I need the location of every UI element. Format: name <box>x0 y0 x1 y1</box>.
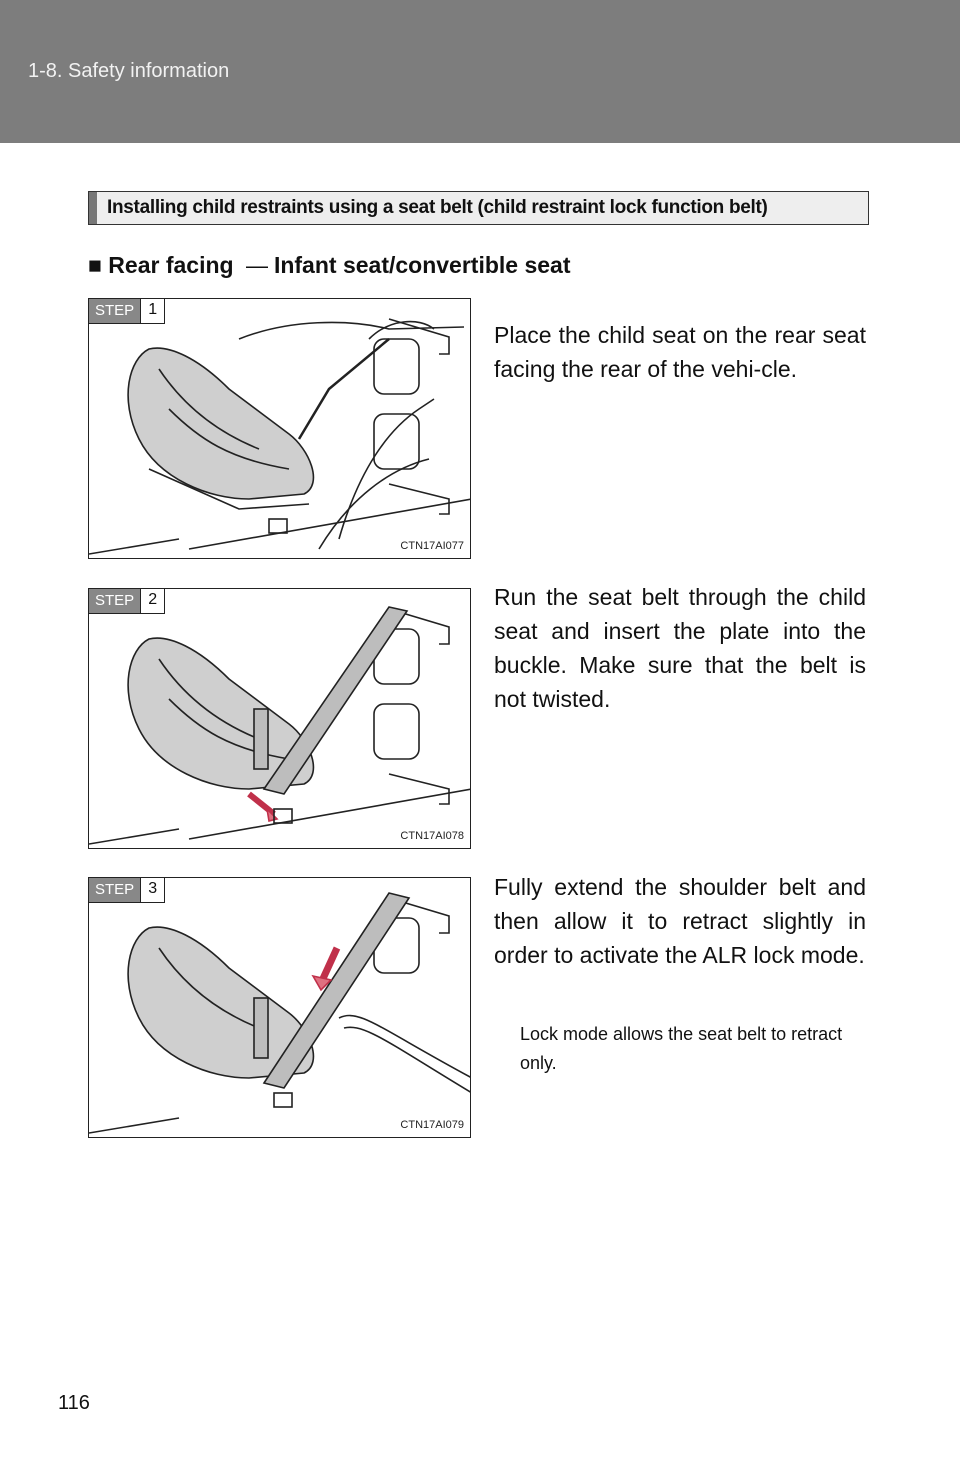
step-label: STEP <box>89 589 140 613</box>
step-1-text: Place the child seat on the rear seat facing the rear of the vehi-cle. <box>494 322 866 382</box>
step-number: 1 <box>140 299 164 323</box>
section-title: Installing child restraints using a seat belt (child restraint lock function belt) <box>107 197 768 218</box>
step-3-figure <box>88 877 471 1138</box>
page-header <box>0 0 960 143</box>
section-breadcrumb: 1-8. Safety information <box>28 60 230 82</box>
section-title-box <box>88 191 869 225</box>
step-2-figure <box>88 588 471 849</box>
subheading-right: Infant seat/convertible seat <box>273 252 571 278</box>
step-3-text: Fully extend the shoulder belt and then allow it to retract slightly in order to activate the ALR lock mode. <box>494 874 866 968</box>
square-bullet-icon: ■ <box>88 252 102 278</box>
subheading-left: Rear facing <box>108 252 234 278</box>
step-label: STEP <box>89 878 140 902</box>
infant-seat-illustration-1 <box>89 299 471 559</box>
subheading-dash: — <box>245 253 268 278</box>
subheading <box>88 252 571 279</box>
page-number: 116 <box>58 1392 90 1414</box>
figure-code: CTN17AI078 <box>400 830 464 842</box>
step-3-note: Lock mode allows the seat belt to retract only. <box>520 1024 843 1073</box>
step-label: STEP <box>89 299 140 323</box>
step-1-figure <box>88 298 471 559</box>
figure-code: CTN17AI079 <box>400 1119 464 1131</box>
step-2-text: Run the seat belt through the child seat and insert the plate into the buckle. Make sure that the belt is not twisted. <box>494 584 866 712</box>
step-1-tag <box>89 299 165 324</box>
infant-seat-illustration-2 <box>89 589 471 849</box>
step-2-tag <box>89 589 165 614</box>
title-accent-bar <box>89 192 97 224</box>
step-number: 2 <box>140 589 164 613</box>
figure-code: CTN17AI077 <box>400 540 464 552</box>
step-number: 3 <box>140 878 164 902</box>
step-3-tag <box>89 878 165 903</box>
infant-seat-illustration-3 <box>89 878 471 1138</box>
